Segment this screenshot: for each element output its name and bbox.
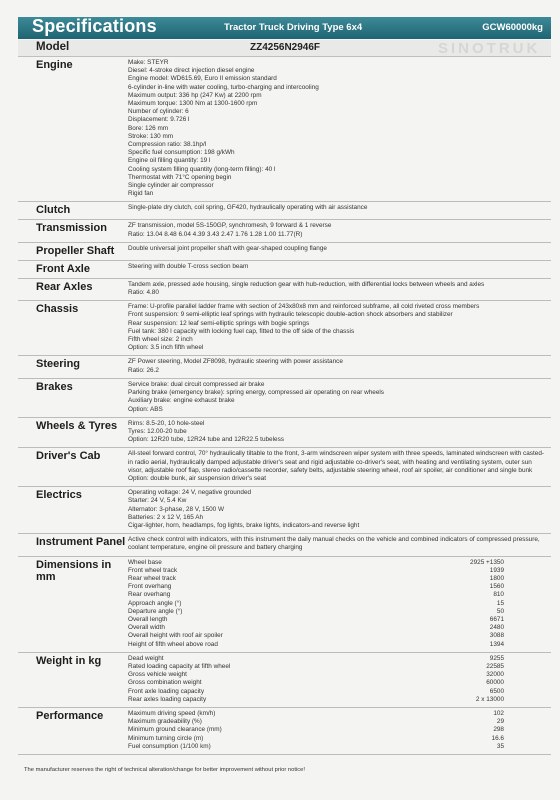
spec-line: Operating voltage: 24 V, negative grounded: [128, 489, 252, 497]
spec-pair-value: 6500: [489, 687, 504, 695]
spec-line: Thermostat with 71°C opening begin: [128, 173, 232, 181]
spec-pair-value: 298: [493, 726, 504, 734]
spec-row: [18, 202, 551, 220]
spec-line: Tyres: 12.00-20 tube: [128, 427, 187, 435]
spec-line: Engine oil filling quantity: 19 l: [128, 157, 211, 165]
spec-pair: [128, 679, 545, 687]
spec-row-label: Instrument Panel: [36, 536, 126, 549]
spec-pair: [128, 616, 545, 624]
spec-pair-key: Maximum driving speed (km/h): [128, 710, 216, 717]
spec-pair-key: Overall length: [128, 615, 168, 623]
spec-pair-key: Departure angle (°): [128, 607, 183, 615]
spec-pair-value: 3088: [489, 632, 504, 640]
spec-row-content: [128, 489, 551, 530]
spec-line: Tandem axle, pressed axle housing, single reduction gear with hub-reduction, with differential locks between wheels and axles: [128, 280, 485, 288]
spec-line: Maximum torque: 1300 Nm at 1300-1600 rpm: [128, 100, 258, 108]
spec-pair: [128, 743, 545, 751]
spec-pair: [128, 559, 545, 567]
spec-row-label: Transmission: [36, 222, 107, 235]
spec-line: Starter: 24 V, 5.4 Kw: [128, 497, 187, 505]
spec-row-label: Performance: [36, 710, 104, 722]
spec-line: All-steel forward control, 70° hydraulically tiltable to the front, 3-arm windscreen wiper system with three speeds, laminated windscreen with casted-in radio aerial, hydraulically damped adjustable driver's seat and rigid adjustable co-driver's seat, with heating and ventilating system, outer sun visor, adjustable roof flap, stereo radio/cassette recorder, safety belts, adjustable steering wheel, roof air spoiler, air conditioner and single bunk: [128, 450, 544, 474]
spec-pair-key: Dead weight: [128, 654, 164, 662]
spec-pair-value: 1800: [489, 574, 504, 582]
spec-line: Single cylinder air compressor: [128, 182, 214, 190]
footer-disclaimer: The manufacturer reserves the right of technical alteration/change for better improvement without prior notice!: [24, 767, 305, 773]
spec-row-content: [128, 358, 551, 374]
truck-type: Tractor Truck Driving Type 6x4: [224, 22, 363, 33]
spec-pair-key: Front wheel track: [128, 566, 178, 574]
spec-pair: [128, 710, 545, 718]
spec-row-label: Propeller Shaft: [36, 244, 115, 257]
spec-pair: [128, 583, 545, 591]
spec-row: [18, 708, 551, 755]
spec-pair-key: Height of fifth wheel above road: [128, 640, 218, 648]
spec-row: [18, 301, 551, 356]
spec-pair-key: Rear axles loading capacity: [128, 695, 207, 703]
spec-pair-key: Overall height with roof air spoiler: [128, 632, 223, 640]
spec-line: Active check control with indicators, with this instrument the daily manual checks on the vehicle and combined indicators of compressed pressure, coolant temperature, engine oil pressure and battery charging: [128, 536, 540, 552]
spec-pair: [128, 696, 545, 704]
model-row: [18, 40, 551, 57]
spec-pair: [128, 688, 545, 696]
spec-line: Option: double bunk, air suspension driver's seat: [128, 474, 266, 482]
spec-pair: [128, 641, 545, 649]
spec-line: Parking brake (emergency brake): spring energy, compressed air operating on rear wheels: [128, 389, 384, 397]
spec-row-content: [128, 245, 551, 257]
spec-row-label: Driver's Cab: [36, 450, 101, 463]
spec-pair-key: Maximum gradeability (%): [128, 718, 202, 726]
spec-pair: [128, 735, 545, 743]
spec-row-content: [128, 303, 551, 352]
spec-line: ZF transmission, model 5S-150GP, synchromesh, 9 forward & 1 reverse: [128, 222, 332, 230]
spec-pair-value: 29: [496, 718, 504, 726]
spec-pair-key: Rear wheel track: [128, 574, 176, 582]
spec-pair-value: 15: [496, 599, 504, 607]
spec-line: Rigid fan: [128, 190, 154, 198]
spec-pair-value: 1939: [489, 566, 504, 574]
gcw-code: GCW60000kg: [482, 22, 543, 33]
spec-row-label: Engine: [36, 59, 73, 71]
spec-row-content: [128, 559, 551, 649]
spec-row-label: Front Axle: [36, 262, 90, 275]
spec-pair-key: Overall width: [128, 624, 165, 632]
spec-row-content: [128, 204, 551, 216]
spec-pair-value: 16.6: [491, 734, 504, 742]
spec-line: 6-cylinder in-line with water cooling, turbo-charging and intercooling: [128, 83, 319, 91]
spec-pair-key: Fuel consumption (1/100 km): [128, 742, 211, 750]
spec-row-content: [128, 263, 551, 275]
spec-row: [18, 379, 551, 418]
spec-pair-key: Wheel base: [128, 558, 162, 566]
spec-row: [18, 220, 551, 242]
spec-line: Service brake: dual circuit compressed air brake: [128, 380, 265, 388]
spec-line: Double universal joint propeller shaft with gear-shaped coupling flange: [128, 244, 327, 252]
spec-pair-value: 50: [496, 607, 504, 615]
spec-line: Single-plate dry clutch, coil spring, GF420, hydraulically operating with air assistance: [128, 204, 368, 212]
spec-line: Auxiliary brake: engine exhaust brake: [128, 397, 235, 405]
spec-line: Bore: 126 mm: [128, 124, 169, 132]
spec-pair: [128, 608, 545, 616]
spec-pair-key: Rated loading capacity at fifth wheel: [128, 662, 231, 670]
spec-line: Rear suspension: 12 leaf semi-elliptic springs with bogie springs: [128, 319, 310, 327]
spec-line: Make: STEYR: [128, 59, 169, 66]
spec-line: Displacement: 9.726 l: [128, 116, 190, 124]
spec-pair-key: Gross combination weight: [128, 679, 202, 687]
spec-pair-value: 1394: [489, 640, 504, 648]
spec-pair-key: Gross vehicle weight: [128, 671, 187, 679]
spec-row-label: Weight in kg: [36, 654, 102, 667]
spec-row-content: [128, 59, 551, 198]
spec-line: Frame: U-profile parallel ladder frame with section of 243x80x8 mm and reinforced subframe, all cold riveted cross members: [128, 303, 480, 311]
spec-line: Cigar-lighter, horn, headlamps, fog lights, brake lights, indicators-and reverse light: [128, 521, 360, 529]
spec-line: Option: 3.5 inch fifth wheel: [128, 344, 204, 352]
spec-line: Ratio: 26.2: [128, 366, 159, 374]
spec-row-label: Wheels & Tyres: [36, 419, 118, 432]
spec-pair-key: Minimum ground clearance (mm): [128, 726, 222, 734]
spec-row: [18, 279, 551, 301]
spec-line: Batteries: 2 x 12 V, 165 Ah: [128, 513, 204, 521]
spec-row: [18, 418, 551, 449]
spec-line: Maximum output: 336 hp (247 Kw) at 2200 rpm: [128, 91, 262, 99]
spec-pair: [128, 575, 545, 583]
spec-pair: [128, 718, 545, 726]
spec-line: Cooling system filling quantity (long-term filling): 40 l: [128, 165, 276, 173]
spec-pair-key: Rear overhang: [128, 591, 171, 599]
spec-line: Fuel tank: 380 l capacity with locking fuel cap, fitted to the off side of the chassis: [128, 327, 355, 335]
spec-pair: [128, 600, 545, 608]
spec-row-content: [128, 710, 551, 751]
spec-row-label: Steering: [36, 358, 81, 371]
spec-pair-key: Front axle loading capacity: [128, 687, 205, 695]
spec-row: [18, 261, 551, 279]
spec-line: Front suspension: 9 semi-elliptic leaf springs with hydraulic telescopic double-action shock absorbers and stabilizer: [128, 311, 453, 319]
spec-row: [18, 448, 551, 487]
spec-pair-key: Approach angle (°): [128, 599, 182, 607]
spec-line: Ratio: 13.04 8.48 6.04 4.39 3.43 2.47 1.76 1.28 1.00 11.77(R): [128, 230, 303, 238]
spec-pair: [128, 726, 545, 734]
spec-pair-value: 22585: [486, 662, 504, 670]
spec-row-content: [128, 420, 551, 445]
spec-line: Fifth wheel size: 2 inch: [128, 336, 193, 344]
spec-row: [18, 653, 551, 708]
spec-row: [18, 243, 551, 261]
spec-row: [18, 356, 551, 378]
spec-line: ZF Power steering, Model ZF8098, hydraulic steering with power assistance: [128, 358, 343, 366]
spec-row-label: Electrics: [36, 489, 82, 502]
spec-line: Steering with double T-cross section beam: [128, 262, 249, 270]
spec-pair: [128, 655, 545, 663]
spec-pair-value: 32000: [486, 671, 504, 679]
spec-pair: [128, 632, 545, 640]
spec-row-content: [128, 281, 551, 297]
spec-row-label: Clutch: [36, 204, 71, 217]
page-title: Specifications: [32, 16, 157, 36]
model-value: ZZ4256N2946F: [250, 42, 321, 53]
spec-row-content: [128, 381, 551, 414]
spec-pair-key: Front overhang: [128, 583, 172, 591]
spec-line: Alternator: 3-phase, 28 V, 1500 W: [128, 505, 225, 513]
spec-line: Option: 12R20 tube, 12R24 tube and 12R22.5 tubeless: [128, 436, 284, 444]
spec-row-content: [128, 222, 551, 238]
spec-pair: [128, 671, 545, 679]
spec-header: [18, 17, 551, 39]
spec-row-content: [128, 536, 551, 552]
spec-line: Engine model: WD615.69, Euro II emission standard: [128, 75, 277, 83]
spec-row: [18, 57, 551, 202]
spec-pair-value: 60000: [486, 679, 504, 687]
spec-pair: [128, 663, 545, 671]
spec-line: Specific fuel consumption: 198 g/kWh: [128, 149, 235, 157]
spec-row-content: [128, 450, 551, 483]
spec-pair: [128, 624, 545, 632]
spec-line: Compression ratio: 38.1hp/l: [128, 141, 207, 149]
spec-row: [18, 534, 551, 556]
spec-line: Ratio: 4.80: [128, 289, 159, 297]
spec-pair-value: 6671: [489, 615, 504, 623]
spec-pair-value: 9255: [489, 654, 504, 662]
spec-row: [18, 487, 551, 534]
spec-pair-value: 2 x 13000: [475, 695, 504, 703]
spec-pair: [128, 591, 545, 599]
brand-watermark: SINOTRUK: [438, 40, 541, 57]
spec-row-label: Chassis: [36, 303, 79, 316]
spec-row: [18, 557, 551, 653]
spec-row-label: Dimensions in mm: [36, 558, 112, 583]
spec-table: [18, 57, 551, 755]
model-label: Model: [36, 41, 70, 53]
spec-pair: [128, 567, 545, 575]
spec-pair-value: 35: [496, 742, 504, 750]
spec-line: Stroke: 130 mm: [128, 132, 174, 140]
spec-pair-value: 102: [493, 710, 504, 717]
spec-line: Option: ABS: [128, 405, 163, 413]
spec-pair-value: 2480: [489, 624, 504, 632]
spec-pair-key: Minimum turning circle (m): [128, 734, 204, 742]
spec-pair-value: 2925 +1350: [470, 558, 504, 566]
spec-row-content: [128, 655, 551, 704]
spec-pair-value: 810: [493, 591, 504, 599]
spec-row-label: Brakes: [36, 380, 73, 393]
spec-line: Diesel: 4-stroke direct injection diesel engine: [128, 67, 255, 75]
spec-line: Number of cylinder: 6: [128, 108, 189, 116]
spec-pair-value: 1560: [489, 583, 504, 591]
spec-row-label: Rear Axles: [36, 280, 93, 293]
spec-line: Rims: 8.5-20, 10 hole-steel: [128, 419, 205, 427]
